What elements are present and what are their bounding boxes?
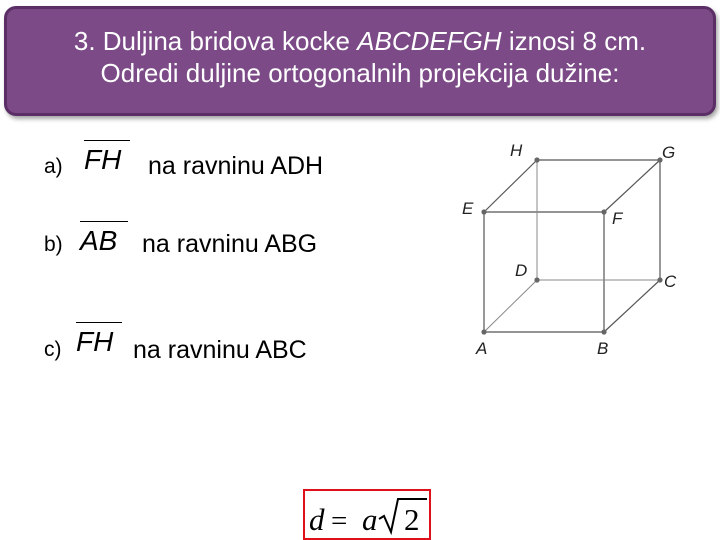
title-line-1 — [7, 25, 713, 57]
formula-lhs: d — [309, 502, 325, 537]
formula-box — [303, 489, 431, 540]
title-banner — [4, 6, 716, 116]
vertex-label-f: F — [612, 209, 623, 228]
task-a-segment: FH — [84, 144, 122, 175]
task-c-label: c) — [44, 338, 62, 361]
vertex-label-h: H — [510, 141, 523, 160]
title-line-2: Odredi duljine ortogonalnih projekcija dužine: — [100, 58, 620, 88]
edge-FG — [604, 160, 660, 212]
task-c — [44, 326, 384, 372]
formula-coefficient: a — [362, 502, 378, 537]
formula-radicand: 2 — [404, 502, 420, 537]
formula-equals: = — [331, 505, 348, 537]
title-prefix: 3. Duljina bridova kocke — [73, 26, 358, 56]
task-b-text: na ravninu ABG — [142, 230, 318, 258]
vertex-label-g: G — [662, 143, 676, 162]
task-b-overline — [80, 221, 128, 222]
vertex-label-a: A — [476, 339, 488, 358]
task-b-segment: AB — [80, 225, 118, 256]
task-a-label: a) — [44, 155, 63, 178]
vertex-b-dot — [601, 329, 606, 334]
vertex-label-c: C — [664, 272, 677, 291]
task-c-segment: FH — [76, 326, 114, 357]
task-a-overline — [84, 140, 130, 141]
edge-BC — [604, 280, 660, 332]
task-a-text: na ravninu ADH — [148, 152, 324, 180]
task-b — [44, 226, 384, 266]
sqrt-symbol — [379, 499, 427, 532]
task-b-label: b) — [44, 233, 63, 256]
vertex-h-dot — [534, 157, 539, 162]
vertex-c-dot — [657, 277, 662, 282]
vertex-label-e: E — [462, 199, 474, 218]
cube-name: ABCDEFGH — [357, 26, 502, 56]
vertex-f-dot — [601, 209, 606, 214]
vertex-a-dot — [481, 329, 486, 334]
diagonal-formula — [305, 491, 429, 538]
vertex-label-b: B — [597, 339, 609, 358]
vertex-e-dot — [481, 209, 486, 214]
vertex-label-d: D — [515, 261, 528, 280]
vertex-d-dot — [534, 277, 539, 282]
task-c-text: na ravninu ABC — [133, 336, 307, 364]
task-a — [44, 146, 384, 186]
task-c-overline — [76, 322, 122, 323]
edge-DA — [484, 280, 537, 332]
cube-diagram — [440, 130, 710, 370]
title-suffix: iznosi 8 cm. — [501, 26, 647, 56]
edge-EH — [484, 160, 537, 212]
